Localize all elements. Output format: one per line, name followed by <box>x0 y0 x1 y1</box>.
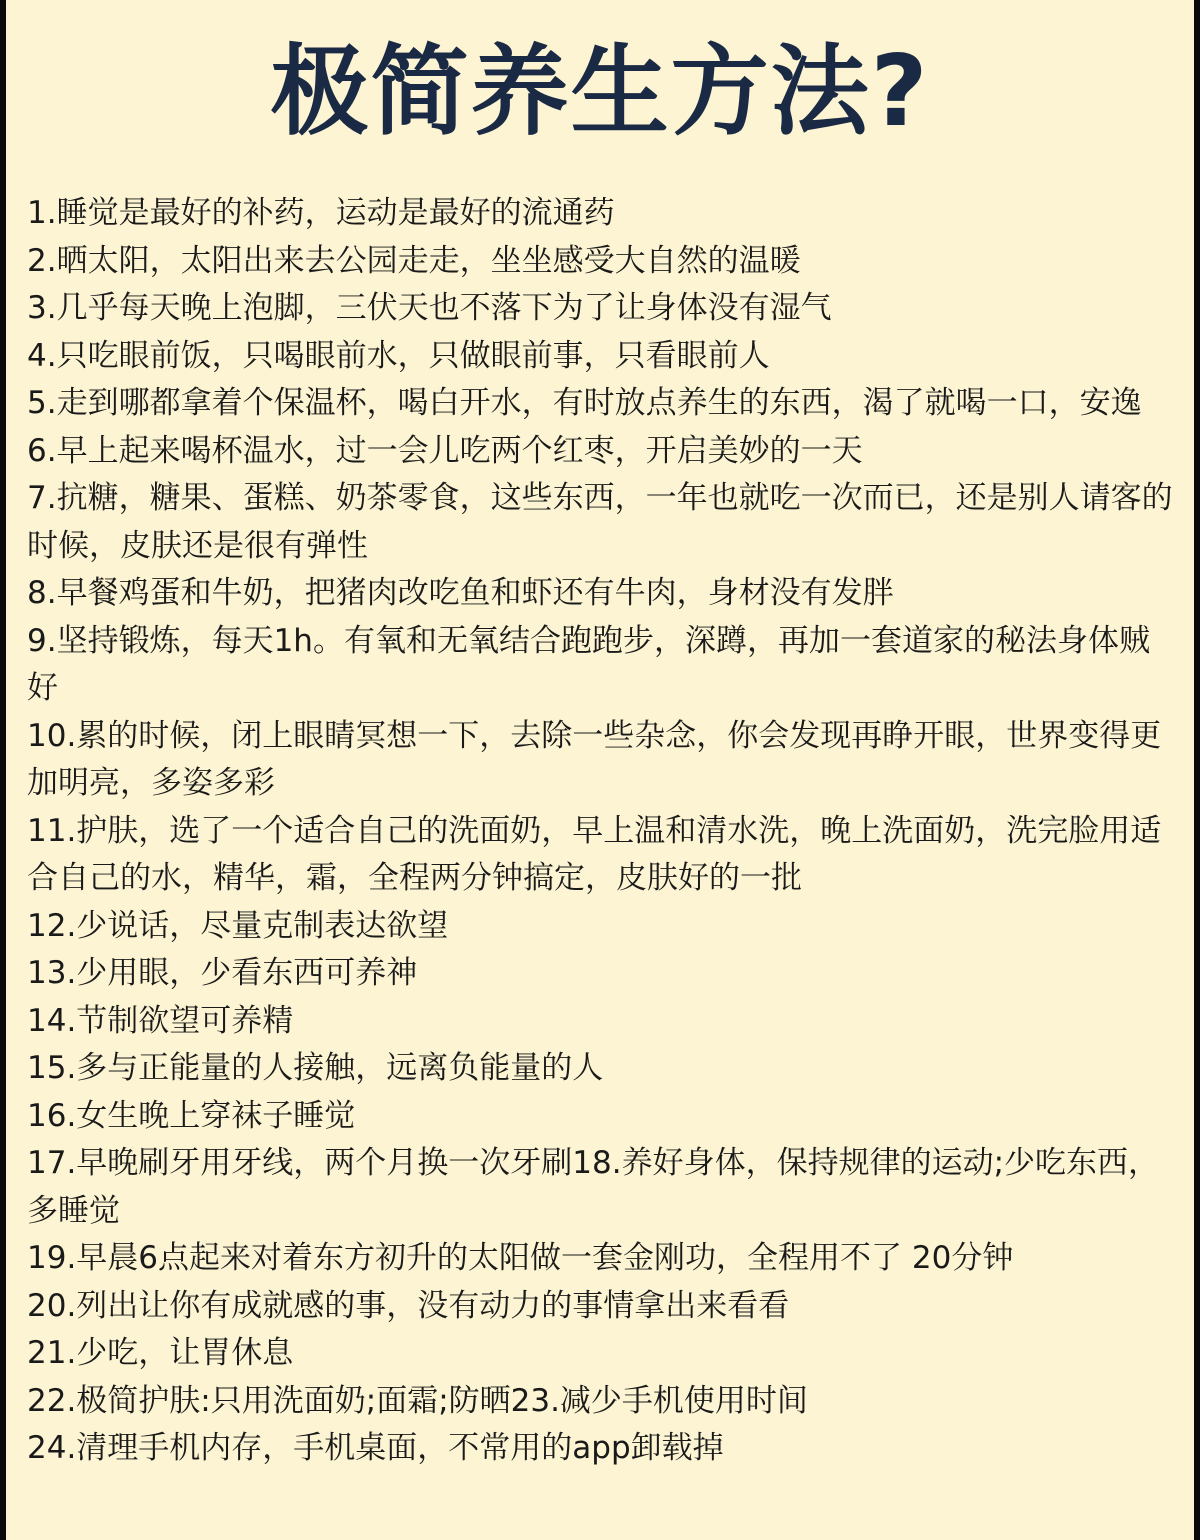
poster <box>6 0 1194 1540</box>
tips-list <box>27 190 1177 1473</box>
list-item: 3.几乎每天晚上泡脚，三伏天也不落下为了让身体没有湿气 <box>27 290 832 326</box>
list-item: 20.列出让你有成就感的事，没有动力的事情拿出来看看 <box>27 1287 790 1324</box>
list-item: 14.节制欲望可养精 <box>27 1002 294 1039</box>
list-item: 6.早上起来喝杯温水，过一会儿吃两个红枣，开启美妙的一天 <box>27 432 863 469</box>
list-item: 16.女生晚上穿袜子睡觉 <box>27 1097 356 1134</box>
page-title: 极简养生方法? <box>270 35 930 149</box>
list-item: 9.坚持锻炼，每天1h。有氧和无氧结合跑跑步，深蹲，再加一套道家的秘法身体贼好 <box>27 622 1150 706</box>
list-item: 21.少吃，让胃休息 <box>27 1335 294 1371</box>
list-item: 24.清理手机内存，手机桌面，不常用的app卸载掉 <box>27 1430 724 1466</box>
list-item: 11.护肤，选了一个适合自己的洗面奶，早上温和清水洗，晚上洗面奶，洗完脸用适合自己的水，精华，霜，全程两分钟搞定，皮肤好的一批 <box>27 812 1162 896</box>
list-item: 7.抗糖，糖果、蛋糕、奶茶零食，这些东西，一年也就吃一次而已，还是别人请客的时候，皮肤还是很有弹性 <box>27 480 1173 564</box>
list-item: 12.少说话，尽量克制表达欲望 <box>27 907 449 944</box>
list-item: 13.少用眼，少看东西可养神 <box>27 955 418 991</box>
list-item: 15.多与正能量的人接触，远离负能量的人 <box>27 1050 604 1086</box>
list-item: 10.累的时候，闭上眼睛冥想一下，去除一些杂念，你会发现再睁开眼，世界变得更加明亮，多姿多彩 <box>27 717 1162 801</box>
list-item: 19.早晨6点起来对着东方初升的太阳做一套金刚功，全程用不了 20分钟 <box>27 1240 1014 1276</box>
list-item: 22.极简护肤:只用洗面奶;面霜;防晒23.减少手机使用时间 <box>27 1382 808 1419</box>
list-item: 2.晒太阳，太阳出来去公园走走，坐坐感受大自然的温暖 <box>27 242 801 279</box>
list-item: 17.早晚刷牙用牙线，两个月换一次牙刷18.养好身体，保持规律的运动;少吃东西，多睡觉 <box>27 1145 1160 1229</box>
list-item: 1.睡觉是最好的补药，运动是最好的流通药 <box>27 195 615 231</box>
list-item: 8.早餐鸡蛋和牛奶，把猪肉改吃鱼和虾还有牛肉，身材没有发胖 <box>27 575 894 611</box>
list-item: 4.只吃眼前饭，只喝眼前水，只做眼前事，只看眼前人 <box>27 337 770 374</box>
list-item: 5.走到哪都拿着个保温杯，喝白开水，有时放点养生的东西，渴了就喝一口，安逸 <box>27 385 1142 421</box>
